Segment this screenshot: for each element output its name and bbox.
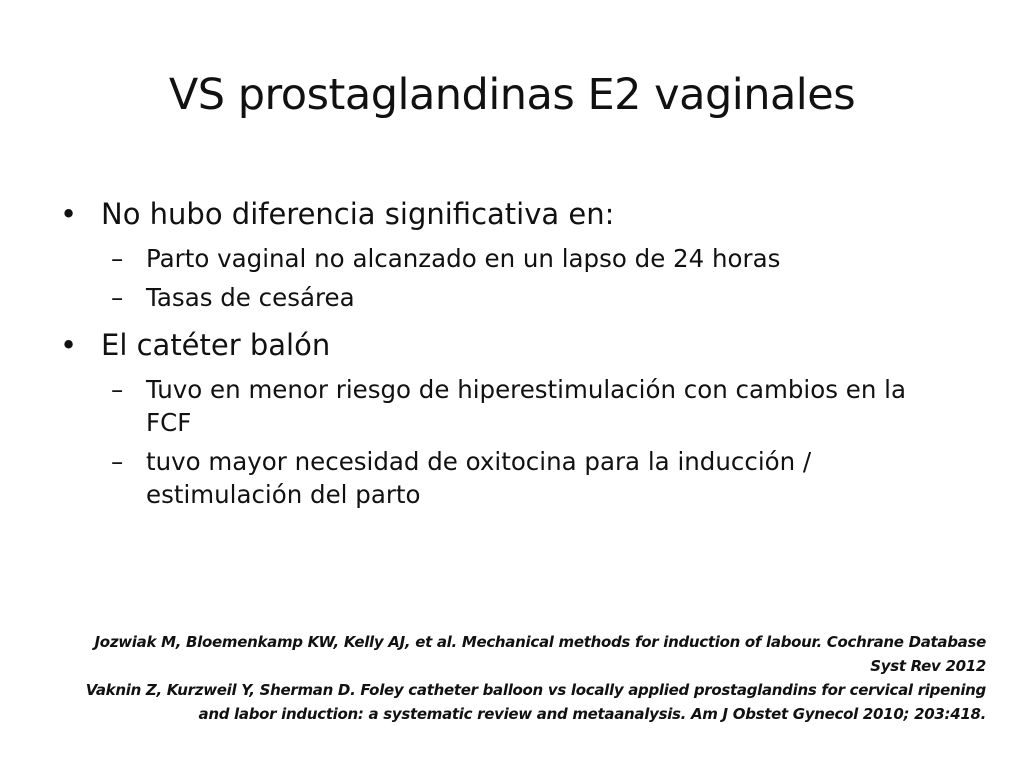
- bullet-marker: •: [60, 328, 78, 362]
- reference-line: Vaknin Z, Kurzweil Y, Sherman D. Foley catheter balloon vs locally applied prostaglandins for cervical ripening: [85, 681, 986, 699]
- subitem-marker: –: [111, 447, 124, 476]
- subitem-marker: –: [111, 283, 124, 312]
- references-block: [46, 630, 986, 726]
- reference-line: and labor induction: a systematic review and metaanalysis. Am J Obstet Gynecol 2010; 203:418.: [198, 705, 986, 723]
- bullet-marker: •: [60, 197, 78, 231]
- subitem-vaginal-birth: [60, 242, 960, 275]
- bullet-item-no-difference: [60, 192, 960, 236]
- reference-line: Syst Rev 2012: [870, 657, 986, 675]
- subitem-text: Tasas de cesárea: [146, 283, 355, 312]
- subitem-marker: –: [111, 244, 124, 273]
- subitem-text: Parto vaginal no alcanzado en un lapso de 24 horas: [146, 244, 781, 273]
- bullet-item-balloon-catheter: [60, 323, 960, 367]
- subitem-marker: –: [111, 375, 124, 404]
- subitem-text: Tuvo en menor riesgo de hiperestimulación con cambios en la FCF: [146, 375, 906, 437]
- subitem-hyperstimulation: [60, 373, 960, 439]
- bullet-text: El catéter balón: [101, 328, 331, 362]
- slide-content: [60, 192, 960, 511]
- subitem-oxytocin-need: [60, 445, 960, 511]
- reference-line: Jozwiak M, Bloemenkamp KW, Kelly AJ, et al. Mechanical methods for induction of labour. Cochrane Database: [94, 633, 986, 651]
- slide-title: VS prostaglandinas E2 vaginales: [168, 70, 856, 120]
- bullet-text: No hubo diferencia significativa en:: [101, 197, 615, 231]
- subitem-cesarean-rates: [60, 281, 960, 314]
- subitem-text: tuvo mayor necesidad de oxitocina para la inducción / estimulación del parto: [146, 447, 812, 509]
